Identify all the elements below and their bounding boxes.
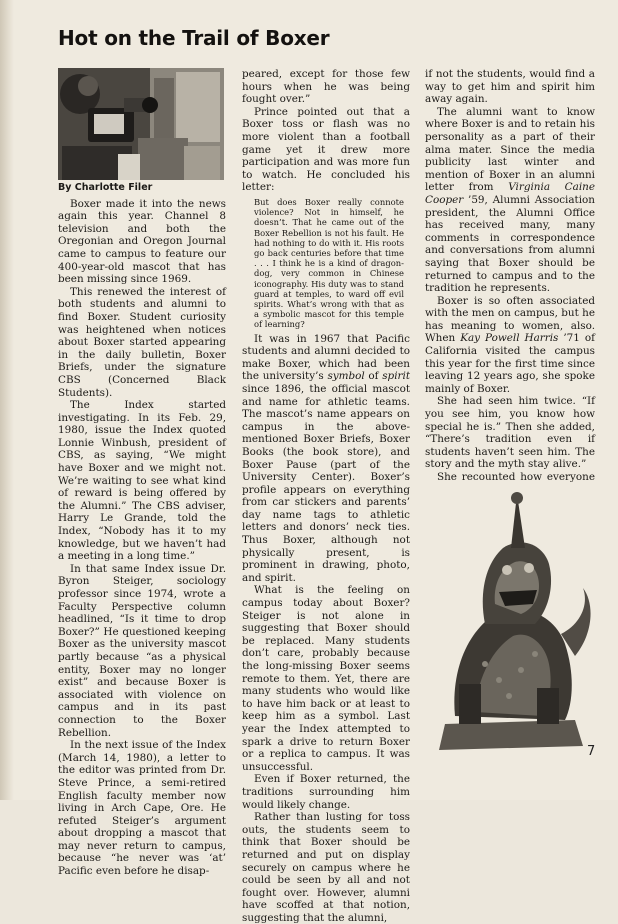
paragraph: Rather than lusting for toss outs, the students seem to think that Boxer should be returned and put on display securely on campus where he could be seen by all and not fought over. However, alumni have scoffed at that notion, suggesting that the alumni, <box>242 811 410 924</box>
paragraph: The Index started investigating. In its Feb. 29, 1980, issue the Index quoted Lonnie Winbush, president of CBS, as saying, “We might have Boxer and we might not. We’re waiting to see what kind of reward is being offered by the Alumni.” The CBS adviser, Harry Le Grande, told the Index, “Nobody has it to my knowledge, but we haven’t had a meeting in a long time.” <box>58 399 226 563</box>
boxer-statue-photo <box>425 484 595 756</box>
article-byline: By Charlotte Filer <box>58 182 153 193</box>
paragraph <box>425 106 595 295</box>
paragraph: if not the students, would find a way to get him and spirit him away again. <box>425 68 595 106</box>
paragraph: Even if Boxer returned, the traditions surrounding him would likely change. <box>242 773 410 811</box>
text-span: ’59, Alumni Association president, the Alumni Office has received many, many comments in correspondence and conversations from alumni saying that Boxer should be returned to campus and to the tradition he represents. <box>425 193 595 295</box>
text-span: ’71 of California visited the campus this year for the first time since leaving 12 years ago, she spoke mainly of Boxer. <box>425 332 595 395</box>
letter-quote: But does Boxer really connote violence? Not in himself, he doesn’t. That he came out of the Boxer Rebellion is not his fault. He had nothing to do with it. His roots go back centuries before that time . . . I think he is a kind of dragon-dog, very common in Chinese iconography. His duty was to stand guard at temples, to ward off evil spirits. What’s wrong with that as a symbolic mascot for this temple of learning? <box>254 196 404 330</box>
page-gutter-shadow <box>0 0 14 800</box>
text-span: It was in 1967 that Pacific students and alumni decided to make Boxer, which had been the university’s <box>242 332 410 383</box>
article-column-3 <box>425 68 595 483</box>
text-span: of <box>364 370 383 383</box>
camera-crew-photo <box>58 68 224 180</box>
text-span: The alumni want to know where Boxer is and to retain his personality as a part of their alma mater. Since the media publicity last winter and mention of Boxer in an alumni letter from <box>425 105 595 194</box>
page-number: 7 <box>587 744 596 759</box>
paragraph: In the next issue of the Index (March 14, 1980), a letter to the editor was printed from Dr. Steve Prince, a semi-retired English faculty member now living in Arch Cape, Ore. He refuted Steiger’s argument about dropping a mascot that may never return to campus, because “he never was ‘at’ Pacific even before he disap- <box>58 739 226 878</box>
paragraph: She recounted how everyone <box>437 471 595 483</box>
paragraph: In that same Index issue Dr. Byron Steiger, sociology professor since 1974, wrote a Faculty Perspective column headlined, “Is it time to drop Boxer?” He questioned keeping Boxer as the university mascot partly because “as a physical entity, Boxer may no longer exist” and because Boxer is associated with violence on campus and in its past connection to the Boxer Rebellion. <box>58 562 226 739</box>
paragraph: She had seen him twice. “If you see him, you know how special he is.” Then she added, “There’s tradition even if students haven’t seen him. The story and the myth stay alive.” <box>425 395 595 471</box>
article-column-2 <box>242 68 410 924</box>
article-column-1 <box>58 182 226 886</box>
paragraph <box>425 295 595 396</box>
paragraph: This renewed the interest of both students and alumni to find Boxer. Student curiosity was heightened when notices about Boxer started appearing in the daily bulletin, Boxer Briefs, under the signature CBS (Concerned Black Students). <box>58 285 226 399</box>
text-emphasis: spirit <box>382 370 410 383</box>
paragraph: peared, except for those few hours when he was being fought over.” <box>242 68 410 106</box>
text-span: since 1896, the official mascot and name for athletic teams. The mascot’s name appears on campus in the above-mentioned Boxer Briefs, Boxer Books (the book store), and Boxer Pause (part of the University Center). Boxer’s profile appears on everything from car stickers and parents’ day name tags to athletic letters and donors’ neck ties. Thus Boxer, although not physically present, is prominent in drawing, photo, and spirit. <box>242 382 410 584</box>
paragraph: What is the feeling on campus today about Boxer? Steiger is not alone in suggesting that Boxer should be replaced. Many students don’t care, probably because the long-missing Boxer seems remote to them. Yet, there are many students who would like to have him back or at least to keep him as a symbol. Last year the Index attempted to spark a drive to return Boxer or a replica to campus. It was unsuccessful. <box>242 584 410 773</box>
paragraph <box>242 333 410 585</box>
person-name: Virginia Caine Cooper <box>425 181 595 206</box>
article-title: Hot on the Trail of Boxer <box>58 26 330 50</box>
person-name: Kay Powell Harris <box>460 332 559 345</box>
text-emphasis: symbol <box>327 370 365 383</box>
text-span: Boxer is so often associated with the men on campus, but he has meaning to women, also. When <box>425 294 595 345</box>
paragraph: Boxer made it into the news again this year. Channel 8 television and both the Oregonian and Oregon Journal came to campus to feature our 400-year-old mascot that has been missing since 1969. <box>58 197 226 286</box>
paragraph: Prince pointed out that a Boxer toss or flash was no more violent than a football game yet it drew more participation and was more fun to watch. He concluded his letter: <box>242 105 410 194</box>
